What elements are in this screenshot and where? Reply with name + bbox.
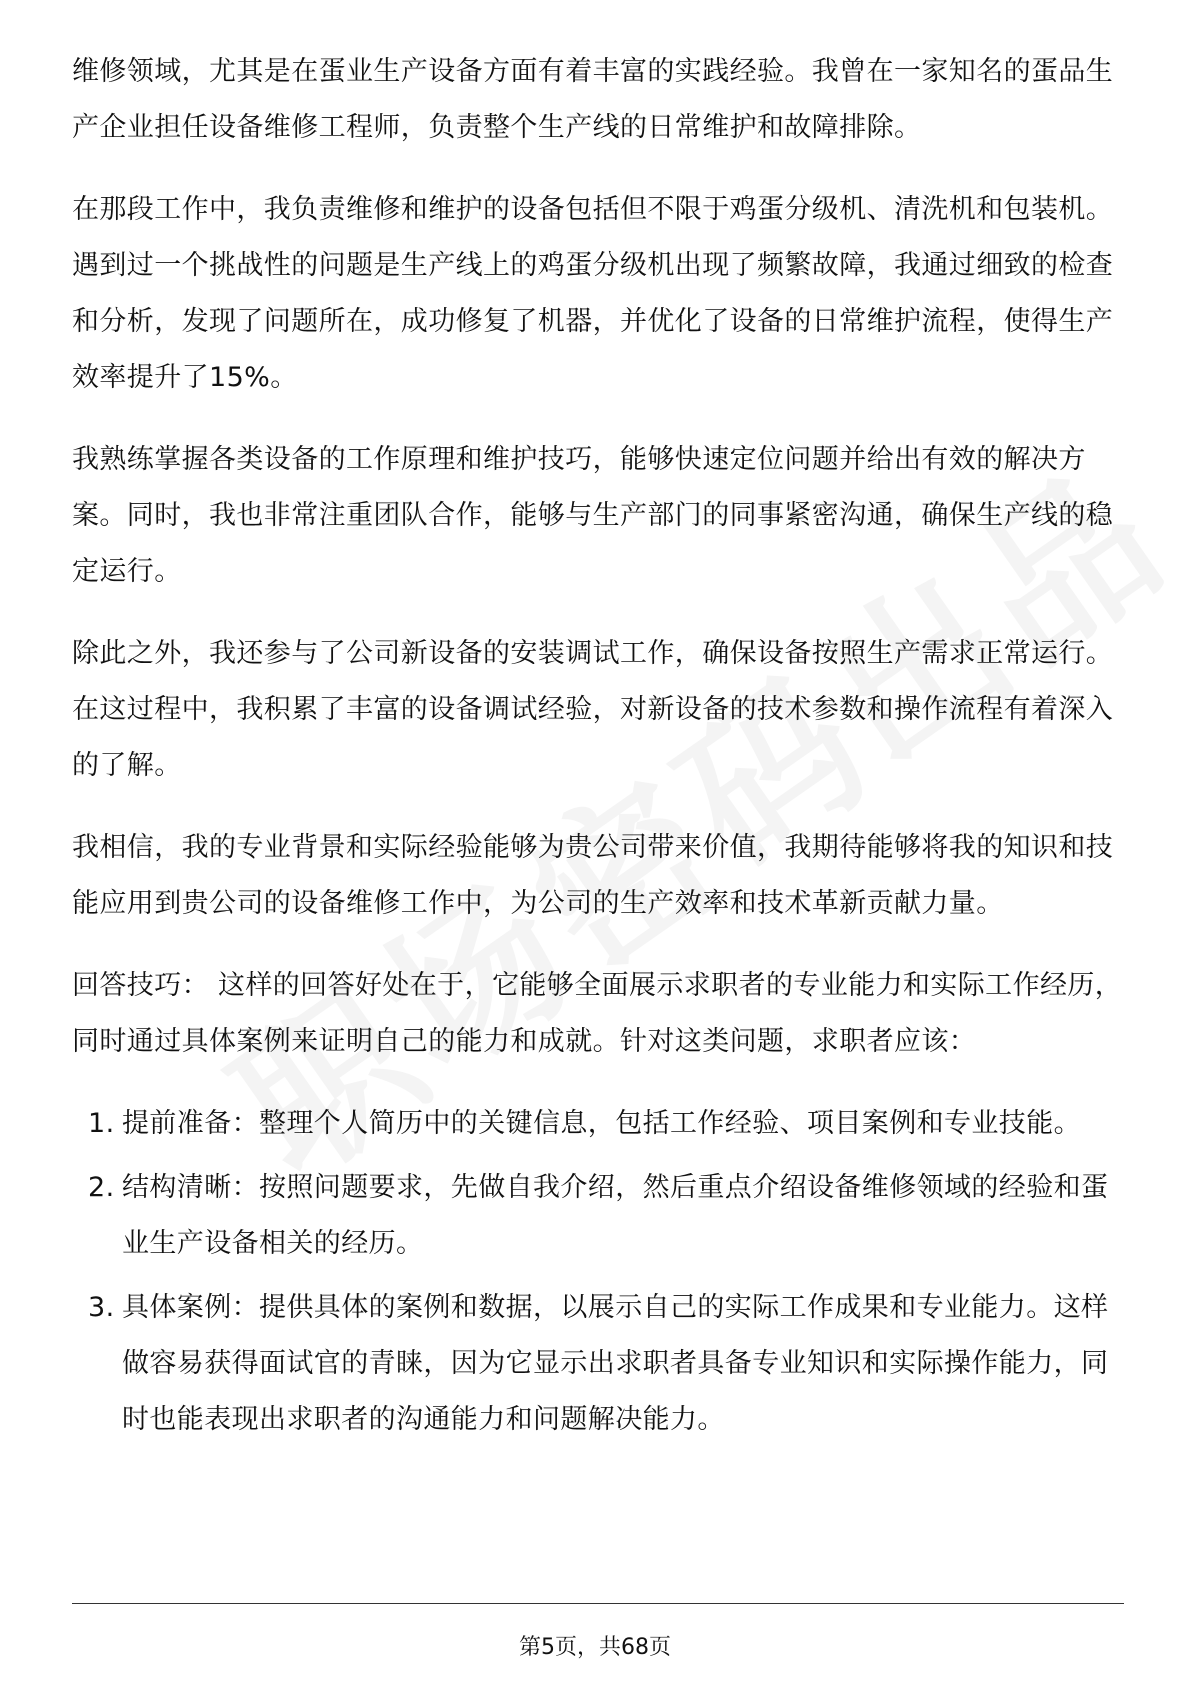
list-item-text: 提前准备：整理个人简历中的关键信息，包括工作经验、项目案例和专业技能。 bbox=[122, 1108, 1081, 1139]
document-body bbox=[72, 44, 1124, 1456]
paragraph-2: 在那段工作中，我负责维修和维护的设备包括但不限于鸡蛋分级机、清洗机和包装机。遇到过一个挑战性的问题是生产线上的鸡蛋分级机出现了频繁故障，我通过细致的检查和分析，发现了问题所在，成功修复了机器，并优化了设备的日常维护流程，使得生产效率提升了15%。 bbox=[72, 194, 1114, 393]
paragraph-3: 我熟练掌握各类设备的工作原理和维护技巧，能够快速定位问题并给出有效的解决方案。同时，我也非常注重团队合作，能够与生产部门的同事紧密沟通，确保生产线的稳定运行。 bbox=[72, 444, 1114, 587]
list-item-text: 结构清晰：按照问题要求，先做自我介绍，然后重点介绍设备维修领域的经验和蛋业生产设备相关的经历。 bbox=[122, 1172, 1109, 1259]
tips-list bbox=[72, 1096, 1124, 1448]
list-number: 1. bbox=[88, 1108, 115, 1139]
page-number: 第5页，共68页 bbox=[519, 1635, 671, 1660]
list-item-text: 具体案例：提供具体的案例和数据，以展示自己的实际工作成果和专业能力。这样做容易获得面试官的青睐，因为它显示出求职者具备专业知识和实际操作能力，同时也能表现出求职者的沟通能力和问题解决能力。 bbox=[122, 1292, 1109, 1435]
list-item bbox=[72, 1096, 1124, 1152]
footer-divider bbox=[72, 1603, 1124, 1604]
list-number: 3. bbox=[88, 1292, 115, 1323]
paragraph-4: 除此之外，我还参与了公司新设备的安装调试工作，确保设备按照生产需求正常运行。在这过程中，我积累了丰富的设备调试经验，对新设备的技术参数和操作流程有着深入的了解。 bbox=[72, 638, 1114, 781]
answer-tips-intro: 回答技巧： 这样的回答好处在于，它能够全面展示求职者的专业能力和实际工作经历，同时通过具体案例来证明自己的能力和成就。针对这类问题，求职者应该： bbox=[72, 970, 1123, 1057]
paragraph-5: 我相信，我的专业背景和实际经验能够为贵公司带来价值，我期待能够将我的知识和技能应用到贵公司的设备维修工作中，为公司的生产效率和技术革新贡献力量。 bbox=[72, 832, 1114, 919]
paragraph-1: 维修领域，尤其是在蛋业生产设备方面有着丰富的实践经验。我曾在一家知名的蛋品生产企业担任设备维修工程师，负责整个生产线的日常维护和故障排除。 bbox=[72, 56, 1114, 143]
list-item bbox=[72, 1160, 1124, 1272]
list-number: 2. bbox=[88, 1172, 115, 1203]
list-item bbox=[72, 1280, 1124, 1448]
